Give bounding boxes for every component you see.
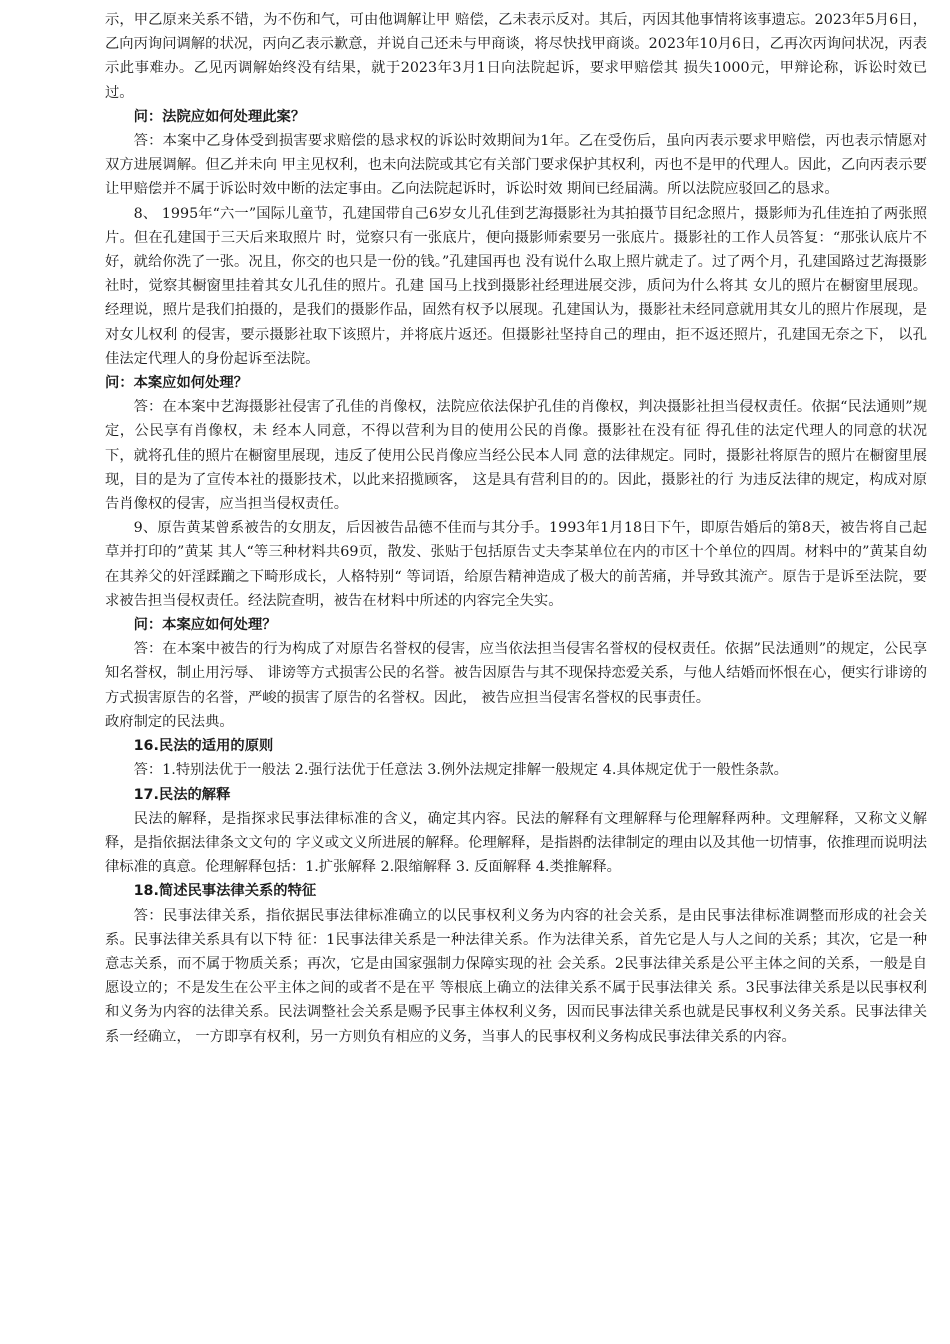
case-9-answer: 答：在本案中被告的行为构成了对原告名誉权的侵害，应当依法担当侵害名誉权的侵权责任。依据”民法通则”的规定，公民享知名誉权，制止用污辱、 诽谤等方式损害公民的名誉。被告因原告与其不现保持恋爱关系，与他人结婚而怀恨在心，便实行诽谤的方式损害原告的名誉，严峻的损害了原告的名誉权。因此， 被告应担当侵害名誉权的民事责任。 xyxy=(105,641,927,706)
case-9-facts: 9、原告黄某曾系被告的女朋友，后因被告品德不佳而与其分手。1993年1月18日下午，即原告婚后的第8天，被告将自己起草并打印的”黄某 其人“等三种材料共69页，散发、张贴于包括原告丈夫李某单位在内的市区十个单位的四周。材料中的”黄某自幼在其养父的奸淫蹂躏之下畸形成长，人格特别“ 等词语，给原告精神造成了极大的前苦痛，并导致其流产。原告于是诉至法院，要求被告担当侵权责任。经法院查明，被告在材料中所述的内容完全失实。 xyxy=(105,520,927,609)
section-16-heading: 16.民法的适用的原则 xyxy=(133,738,274,755)
case-9-question: 问：本案应如何处理？ xyxy=(133,617,277,634)
case-7-answer: 答：本案中乙身体受到损害要求赔偿的恳求权的诉讼时效期间为1年。乙在受伤后，虽向丙表示要求甲赔偿，丙也表示情愿对双方进展调解。但乙并未向 甲主见权利，也未向法院或其它有关部门要求保护其权利，丙也不是甲的代理人。因此，乙向丙表示要让甲赔偿并不属于诉讼时效中断的法定事由。乙向法院起诉时，诉讼时效 期间已经届满。所以法院应驳回乙的恳求。 xyxy=(105,133,927,198)
case-7-facts-continued: 示，甲乙原来关系不错，为不伤和气，可由他调解让甲 赔偿，乙未表示反对。其后，丙因其他事情将该事遗忘。2023年5月6日，乙向丙询问调解的状况，丙向乙表示歉意，并说自己还未与甲商谈，将尽快找甲商谈。2023年10月6日，乙再次丙询问状况，丙表示此事难办。乙见丙调解始终没有结果，就于2023年3月1日向法院起诉，要求甲赔偿其 损失1000元，甲辩论称，诉讼时效已过。 xyxy=(105,12,927,101)
case-8-question: 问：本案应如何处理？ xyxy=(105,375,248,392)
case-7-question: 问：法院应如何处理此案？ xyxy=(133,108,306,125)
section-17-heading: 17.民法的解释 xyxy=(133,786,231,803)
civil-code-fragment: 政府制定的民法典。 xyxy=(105,713,234,730)
section-18-heading: 18.简述民事法律关系的特征 xyxy=(133,883,317,900)
case-8-facts: 8、 1995年“六一”国际儿童节，孔建国带自己6岁女儿孔佳到艺海摄影社为其拍摄节目纪念照片，摄影师为孔佳连拍了两张照片。但在孔建国于三天后来取照片 时，觉察只有一张底片，便向摄影师索要另一张底片。摄影社的工作人员答复：“那张认底片不好，就给你洗了一张。况且，你交的也只是一份的钱。”孔建国再也 没有说什么取上照片就走了。过了两个月，孔建国路过艺海摄影社时，觉察其橱窗里挂着其女儿孔佳的照片。孔建 国马上找到摄影社经理进展交涉，质问为什么将其 女儿的照片在橱窗里展现。经理说，照片是我们拍摄的，是我们的摄影作品，固然有权予以展现。孔建国认为，摄影社未经同意就用其女儿的照片作展现，是对女儿权利 的侵害，要示摄影社取下该照片，并将底片返还。但摄影社坚持自己的理由，拒不返还照片，孔建国无奈之下， 以孔佳法定代理人的身份起诉至法院。 xyxy=(105,205,927,367)
section-18-answer: 答：民事法律关系，指依据民事法律标准确立的以民事权利义务为内容的社会关系，是由民事法律标准调整而形成的社会关系。民事法律关系具有以下特 征：1民事法律关系是一种法律关系。作为法律关系，首先它是人与人之间的关系；其次，它是一种意志关系，而不属于物质关系；再次，它是由国家强制力保障实现的社 会关系。2民事法律关系是公平主体之间的关系，一般是自愿设立的；不是发生在公平主体之间的或者不是在平 等根底上确立的法律关系不属于民事法律关 系。3民事法律关系是以民事权利和义务为内容的法律关系。民法调整社会关系是赐予民事主体权利义务，因而民事法律关系也就是民事权利义务关系。民事法律关 系一经确立， 一方即享有权利，另一方则负有相应的义务，当事人的民事权利义务构成民事法律关系的内容。 xyxy=(105,907,927,1045)
document-page xyxy=(105,8,927,1049)
case-8-answer: 答：在本案中艺海摄影社侵害了孔佳的肖像权，法院应依法保护孔佳的肖像权，判决摄影社担当侵权责任。依据“民法通则”规定，公民享有肖像权，未 经本人同意，不得以营利为目的使用公民的肖像。摄影社在没有征 得孔佳的法定代理人的同意的状况下，就将孔佳的照片在橱窗里展现，违反了使用公民肖像应当经公民本人同 意的法律规定。同时，摄影社将原告的照片在橱窗里展现，目的是为了宣传本社的摄影技术，以此来招揽顾客， 这是具有营利目的的。因此，摄影社的行 为违反法律的规定，构成对原告肖像权的侵害，应当担当侵权责任。 xyxy=(105,399,927,513)
section-17-body: 民法的解释，是指探求民事法律标准的含义，确定其内容。民法的解释有文理解释与伦理解释两种。文理解释，又称文义解释，是指依据法律条文文句的 字义或文义所进展的解释。伦理解释，是指斟酌法律制定的理由以及其他一切情事，依推理而说明法律标准的真意。伦理解释包括：1.扩张解释 2.限缩解释 3. 反面解释 4.类推解释。 xyxy=(105,810,927,876)
section-16-answer: 答：1.特别法优于一般法 2.强行法优于任意法 3.例外法规定排解一般规定 4.具体规定优于一般性条款。 xyxy=(133,762,788,779)
